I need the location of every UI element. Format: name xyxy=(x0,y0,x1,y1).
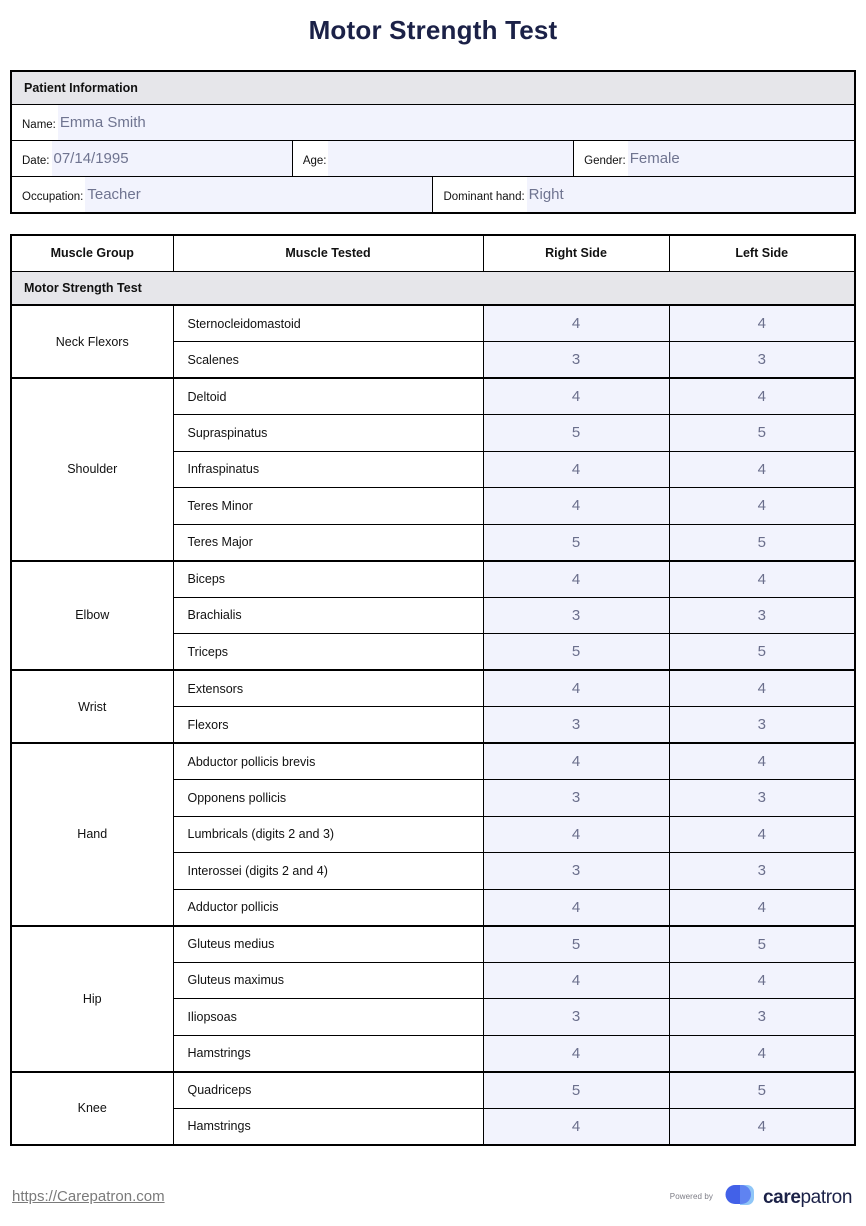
right-side-score-cell[interactable]: 3 xyxy=(483,780,669,817)
left-side-score-cell[interactable]: 4 xyxy=(669,743,855,780)
left-side-score-cell[interactable]: 4 xyxy=(669,305,855,342)
carepatron-brand xyxy=(670,1184,852,1210)
muscle-group-cell: Hand xyxy=(11,743,173,926)
muscle-tested-cell: Extensors xyxy=(173,670,483,707)
right-side-score-cell[interactable]: 5 xyxy=(483,926,669,963)
muscle-tested-cell: Supraspinatus xyxy=(173,415,483,452)
left-side-score-cell[interactable]: 3 xyxy=(669,780,855,817)
muscle-tested-cell: Lumbricals (digits 2 and 3) xyxy=(173,816,483,853)
muscle-tested-cell: Abductor pollicis brevis xyxy=(173,743,483,780)
table-row xyxy=(11,670,855,707)
age-input[interactable] xyxy=(328,141,573,176)
muscle-tested-cell: Hamstrings xyxy=(173,1035,483,1072)
right-side-score-cell[interactable]: 4 xyxy=(483,488,669,525)
right-side-score-cell[interactable]: 4 xyxy=(483,743,669,780)
muscle-tested-cell: Quadriceps xyxy=(173,1072,483,1109)
column-header-muscle-tested: Muscle Tested xyxy=(173,235,483,272)
muscle-group-cell: Neck Flexors xyxy=(11,305,173,378)
patient-occupation-hand-row xyxy=(11,177,855,213)
left-side-score-cell[interactable]: 5 xyxy=(669,634,855,671)
right-side-score-cell[interactable]: 4 xyxy=(483,305,669,342)
left-side-score-cell[interactable]: 4 xyxy=(669,1035,855,1072)
left-side-score-cell[interactable]: 4 xyxy=(669,561,855,598)
table-row xyxy=(11,1072,855,1109)
column-header-right-side: Right Side xyxy=(483,235,669,272)
powered-by-label: Powered by xyxy=(669,1192,714,1201)
motor-strength-test-header-row xyxy=(11,272,855,306)
date-field[interactable] xyxy=(11,141,292,177)
right-side-score-cell[interactable]: 4 xyxy=(483,378,669,415)
motor-strength-test-body xyxy=(11,305,855,1145)
muscle-tested-cell: Interossei (digits 2 and 4) xyxy=(173,853,483,890)
left-side-score-cell[interactable]: 3 xyxy=(669,597,855,634)
carepatron-wordmark-bold: care xyxy=(763,1186,801,1208)
right-side-score-cell[interactable]: 5 xyxy=(483,634,669,671)
patient-date-age-gender-row xyxy=(11,141,855,177)
muscle-tested-cell: Gluteus maximus xyxy=(173,962,483,999)
left-side-score-cell[interactable]: 5 xyxy=(669,415,855,452)
muscle-group-cell: Knee xyxy=(11,1072,173,1145)
muscle-tested-cell: Teres Major xyxy=(173,524,483,561)
muscle-tested-cell: Scalenes xyxy=(173,342,483,379)
left-side-score-cell[interactable]: 4 xyxy=(669,378,855,415)
right-side-score-cell[interactable]: 4 xyxy=(483,889,669,926)
occupation-field[interactable] xyxy=(11,177,433,213)
left-side-score-cell[interactable]: 5 xyxy=(669,524,855,561)
muscle-tested-cell: Gluteus medius xyxy=(173,926,483,963)
column-header-row xyxy=(11,235,855,272)
muscle-group-cell: Shoulder xyxy=(11,378,173,561)
patient-information-card xyxy=(10,70,856,214)
right-side-score-cell[interactable]: 3 xyxy=(483,707,669,744)
right-side-score-cell[interactable]: 4 xyxy=(483,816,669,853)
right-side-score-cell[interactable]: 4 xyxy=(483,1108,669,1145)
right-side-score-cell[interactable]: 4 xyxy=(483,1035,669,1072)
occupation-label: Occupation: xyxy=(22,190,84,203)
right-side-score-cell[interactable]: 5 xyxy=(483,524,669,561)
left-side-score-cell[interactable]: 4 xyxy=(669,889,855,926)
left-side-score-cell[interactable]: 4 xyxy=(669,816,855,853)
left-side-score-cell[interactable]: 4 xyxy=(669,962,855,999)
left-side-score-cell[interactable]: 3 xyxy=(669,999,855,1036)
muscle-tested-cell: Teres Minor xyxy=(173,488,483,525)
left-side-score-cell[interactable]: 3 xyxy=(669,707,855,744)
left-side-score-cell[interactable]: 3 xyxy=(669,342,855,379)
name-label: Name: xyxy=(22,119,56,131)
carepatron-wordmark xyxy=(763,1187,852,1208)
patient-information-section-title: Patient Information xyxy=(11,71,855,105)
muscle-tested-cell: Opponens pollicis xyxy=(173,780,483,817)
muscle-tested-cell: Iliopsoas xyxy=(173,999,483,1036)
left-side-score-cell[interactable]: 4 xyxy=(669,451,855,488)
right-side-score-cell[interactable]: 3 xyxy=(483,853,669,890)
age-field[interactable] xyxy=(292,141,573,177)
page-title: Motor Strength Test xyxy=(308,15,558,45)
muscle-tested-cell: Brachialis xyxy=(173,597,483,634)
muscle-tested-cell: Deltoid xyxy=(173,378,483,415)
column-header-muscle-group: Muscle Group xyxy=(11,235,173,272)
patient-information-header-row xyxy=(11,71,855,105)
date-input[interactable]: 07/14/1995 xyxy=(52,141,292,176)
right-side-score-cell[interactable]: 3 xyxy=(483,999,669,1036)
muscle-tested-cell: Sternocleidomastoid xyxy=(173,305,483,342)
table-row xyxy=(11,561,855,598)
left-side-score-cell[interactable]: 4 xyxy=(669,1108,855,1145)
right-side-score-cell[interactable]: 3 xyxy=(483,597,669,634)
table-row xyxy=(11,378,855,415)
left-side-score-cell[interactable]: 5 xyxy=(669,1072,855,1109)
gender-label: Gender: xyxy=(584,155,626,167)
carepatron-url-link[interactable]: https://Carepatron.com xyxy=(12,1188,165,1205)
carepatron-wordmark-light: patron xyxy=(800,1186,852,1208)
dominant-hand-input[interactable]: Right xyxy=(527,177,854,212)
left-side-score-cell[interactable]: 4 xyxy=(669,488,855,525)
name-field[interactable] xyxy=(11,105,855,141)
table-row xyxy=(11,305,855,342)
age-label: Age: xyxy=(302,155,327,167)
name-input[interactable]: Emma Smith xyxy=(58,105,854,140)
right-side-score-cell[interactable]: 4 xyxy=(483,561,669,598)
muscle-tested-cell: Triceps xyxy=(173,634,483,671)
right-side-score-cell[interactable]: 4 xyxy=(483,670,669,707)
left-side-score-cell[interactable]: 4 xyxy=(669,670,855,707)
muscle-tested-cell: Biceps xyxy=(173,561,483,598)
dominant-hand-label: Dominant hand: xyxy=(443,190,525,203)
occupation-input[interactable]: Teacher xyxy=(85,177,432,212)
date-label: Date: xyxy=(22,155,50,167)
right-side-score-cell[interactable]: 5 xyxy=(483,415,669,452)
column-header-left-side: Left Side xyxy=(669,235,855,272)
right-side-score-cell[interactable]: 4 xyxy=(483,962,669,999)
muscle-group-cell: Elbow xyxy=(11,561,173,671)
gender-input[interactable]: Female xyxy=(628,141,854,176)
muscle-tested-cell: Infraspinatus xyxy=(173,451,483,488)
muscle-group-cell: Wrist xyxy=(11,670,173,743)
table-row xyxy=(11,926,855,963)
muscle-tested-cell: Flexors xyxy=(173,707,483,744)
right-side-score-cell[interactable]: 4 xyxy=(483,451,669,488)
footer xyxy=(0,1176,866,1226)
left-side-score-cell[interactable]: 5 xyxy=(669,926,855,963)
motor-strength-test-section-title: Motor Strength Test xyxy=(11,272,855,306)
muscle-tested-cell: Adductor pollicis xyxy=(173,889,483,926)
dominant-hand-field[interactable] xyxy=(433,177,855,213)
patient-name-row xyxy=(11,105,855,141)
muscle-group-cell: Hip xyxy=(11,926,173,1072)
left-side-score-cell[interactable]: 3 xyxy=(669,853,855,890)
motor-strength-test-card xyxy=(10,234,856,1146)
carepatron-logo-icon xyxy=(721,1184,755,1210)
table-row xyxy=(11,743,855,780)
gender-field[interactable] xyxy=(574,141,855,177)
right-side-score-cell[interactable]: 3 xyxy=(483,342,669,379)
muscle-tested-cell: Hamstrings xyxy=(173,1108,483,1145)
right-side-score-cell[interactable]: 5 xyxy=(483,1072,669,1109)
